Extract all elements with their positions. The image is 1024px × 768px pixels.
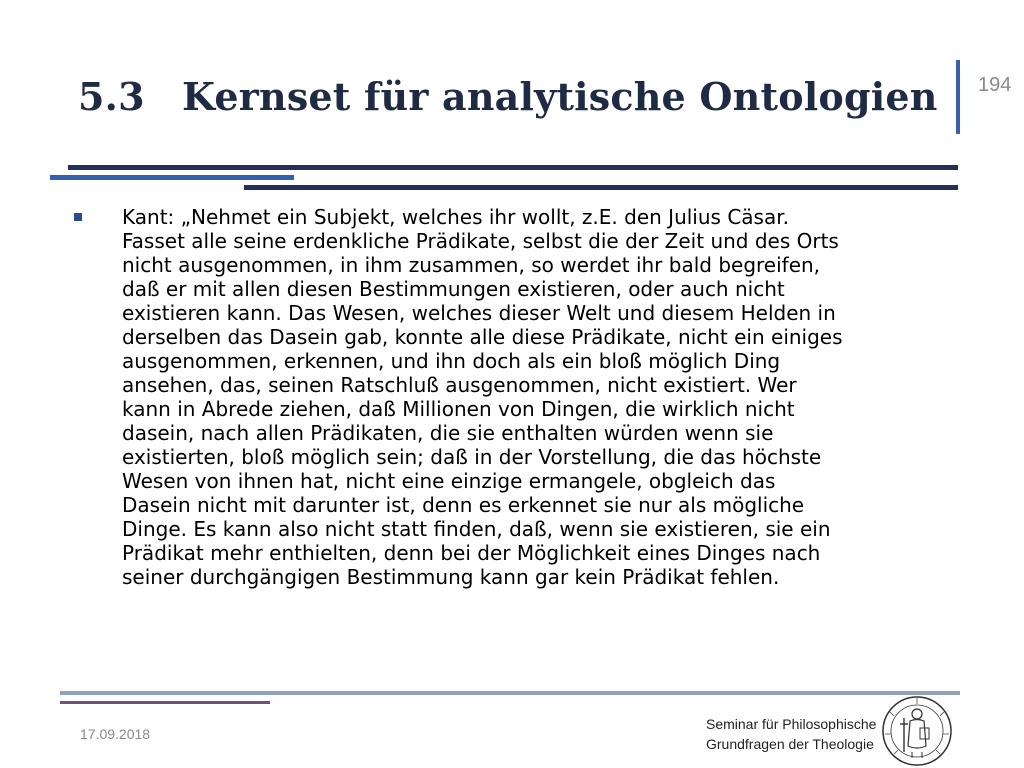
quote-line: kann in Abrede ziehen, daß Millionen von Dingen, die wirklich nicht bbox=[122, 397, 795, 421]
university-seal-icon bbox=[880, 694, 954, 768]
slide-title bbox=[78, 74, 938, 119]
title-text: Kernset für analytische Ontologien bbox=[182, 74, 938, 119]
institution-line: Grundfragen der Theologie bbox=[706, 736, 874, 752]
bullet-list bbox=[72, 205, 952, 589]
quote-line: seiner durchgängigen Bestimmung kann gar kein Prädikat fehlen. bbox=[122, 565, 780, 589]
kant-quote bbox=[122, 205, 952, 589]
page-number: 194 bbox=[978, 74, 1012, 96]
quote-line: Dinge. Es kann also nicht statt finden, daß, wenn sie existieren, sie ein bbox=[122, 517, 831, 541]
quote-line: dasein, nach allen Prädikaten, die sie enthalten würden wenn sie bbox=[122, 421, 774, 445]
quote-line: existieren kann. Das Wesen, welches dieser Welt und diesem Helden in bbox=[122, 301, 836, 325]
quote-line: Kant: „Nehmet ein Subjekt, welches ihr wollt, z.E. den Julius Cäsar. bbox=[122, 205, 789, 229]
footer-rule bbox=[60, 691, 960, 695]
quote-line: existierten, bloß möglich sein; daß in der Vorstellung, die das höchste bbox=[122, 445, 822, 469]
section-number: 5.3 bbox=[78, 74, 145, 119]
quote-line: nicht ausgenommen, in ihm zusammen, so werdet ihr bald begreifen, bbox=[122, 253, 821, 277]
quote-line: Prädikat mehr enthielten, denn bei der Möglichkeit eines Dinges nach bbox=[122, 541, 821, 565]
title-divider bbox=[956, 60, 960, 134]
footer-rule-accent bbox=[60, 701, 270, 704]
quote-line: daß er mit allen diesen Bestimmungen existieren, oder auch nicht bbox=[122, 277, 785, 301]
slide-date: 17.09.2018 bbox=[80, 726, 151, 742]
institution-line: Seminar für Philosophische bbox=[706, 716, 877, 732]
quote-line: Dasein nicht mit darunter ist, denn es erkennet sie nur als mögliche bbox=[122, 493, 805, 517]
quote-line: Fasset alle seine erdenkliche Prädikate, selbst die der Zeit und des Orts bbox=[122, 229, 839, 253]
header-rule-top bbox=[68, 165, 958, 170]
header-rule-accent bbox=[50, 175, 294, 180]
quote-line: Wesen von ihnen hat, nicht eine einzige ermangele, obgleich das bbox=[122, 469, 776, 493]
quote-line: ausgenommen, erkennen, und ihn doch als ein bloß möglich Ding bbox=[122, 349, 781, 373]
quote-line: derselben das Dasein gab, konnte alle diese Prädikate, nicht ein einiges bbox=[122, 325, 843, 349]
square-bullet-icon bbox=[74, 213, 82, 221]
bullet-item bbox=[72, 205, 952, 589]
institution-name bbox=[706, 714, 876, 754]
quote-line: ansehen, das, seinen Ratschluß ausgenommen, nicht existiert. Wer bbox=[122, 373, 797, 397]
header-rule-bottom bbox=[244, 185, 958, 190]
